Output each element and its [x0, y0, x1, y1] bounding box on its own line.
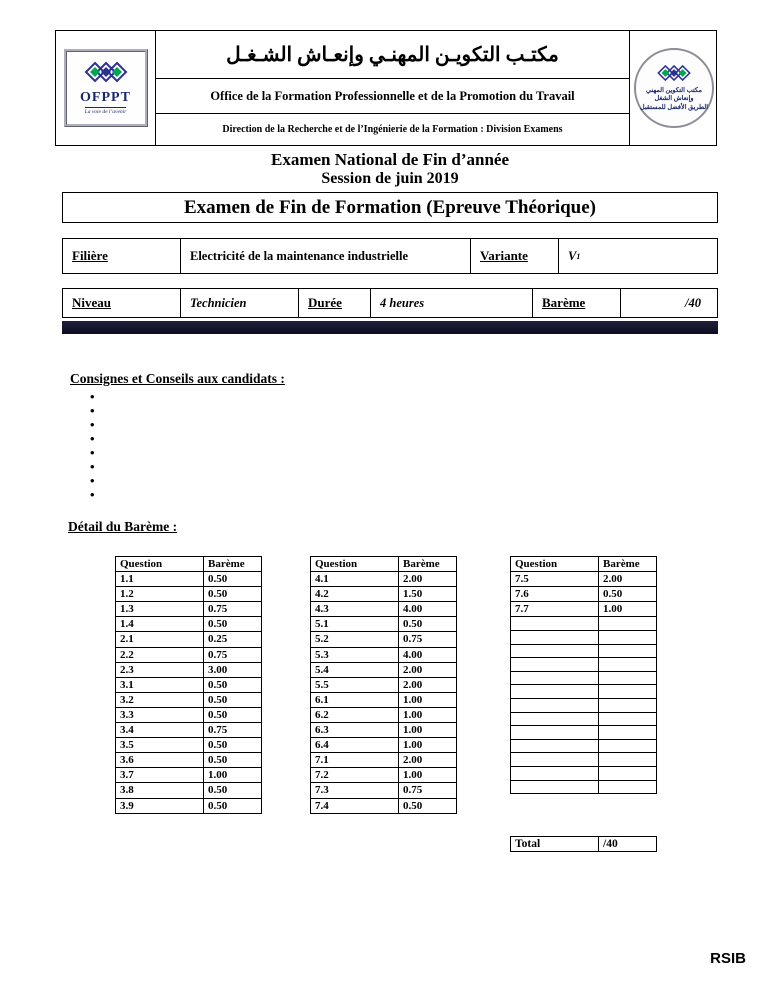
bareme-cell: 0.50 [204, 798, 262, 813]
consigne-bullet [90, 430, 95, 444]
bareme-row [311, 587, 457, 602]
header-arabic-title: مكتـب التكويـن المهنـي وإنعـاش الشـغـل [156, 31, 629, 79]
bareme-cell: 6.1 [311, 692, 399, 707]
bareme-cell [599, 712, 657, 726]
bareme-cell: 3.4 [116, 723, 204, 738]
bareme-cell: 5.2 [311, 632, 399, 647]
bareme-cell: 2.00 [399, 572, 457, 587]
variante-label: Variante [471, 239, 559, 273]
bareme-row [116, 617, 262, 632]
bareme-column-header: Barème [599, 557, 657, 572]
bareme-row [116, 647, 262, 662]
consigne-bullet [90, 458, 95, 472]
consigne-bullet [90, 388, 95, 402]
bareme-row [511, 644, 657, 658]
bareme-row [311, 692, 457, 707]
bareme-row [511, 587, 657, 602]
bareme-row [511, 617, 657, 631]
bareme-cell: 2.00 [399, 753, 457, 768]
variante-subscript: 1 [576, 251, 581, 261]
bareme-cell: 1.00 [599, 602, 657, 617]
footer-code: RSIB [710, 950, 746, 967]
bareme-cell: 0.25 [204, 632, 262, 647]
bareme-row [511, 630, 657, 644]
question-column-header: Question [311, 557, 399, 572]
bareme-cell: 2.00 [399, 677, 457, 692]
bareme-row [511, 780, 657, 794]
bareme-cell: 7.4 [311, 798, 399, 813]
total-label: Total [511, 837, 599, 852]
bareme-row [511, 671, 657, 685]
bareme-row [116, 707, 262, 722]
bareme-cell: 3.00 [204, 662, 262, 677]
bareme-cell [599, 644, 657, 658]
total-value: /40 [599, 837, 657, 852]
bareme-row [511, 685, 657, 699]
bareme-cell: 0.50 [204, 572, 262, 587]
bareme-cell: 5.4 [311, 662, 399, 677]
bareme-cell: 2.00 [599, 572, 657, 587]
bareme-cell [599, 617, 657, 631]
bareme-cell: 0.50 [399, 617, 457, 632]
bareme-row [511, 658, 657, 672]
bareme-cell: 7.6 [511, 587, 599, 602]
bareme-table-3 [510, 556, 657, 794]
bareme-cell: 6.3 [311, 723, 399, 738]
bareme-row [511, 739, 657, 753]
exam-title: Examen National de Fin d’année [270, 150, 510, 169]
ofppt-tagline: La voie de l’avenir [84, 109, 127, 115]
bareme-cell: 1.4 [116, 617, 204, 632]
bareme-cell: 5.1 [311, 617, 399, 632]
bareme-cell: 0.50 [599, 587, 657, 602]
consigne-bullet [90, 486, 95, 500]
bareme-cell: 5.5 [311, 677, 399, 692]
bareme-cell: 7.5 [511, 572, 599, 587]
bareme-cell [599, 739, 657, 753]
bareme-row [511, 602, 657, 617]
bareme-cell: 2.00 [399, 662, 457, 677]
bareme-cell: 6.2 [311, 707, 399, 722]
seal-text-line3: الطريق الأفضل للمستقبل [639, 103, 709, 111]
bareme-row [116, 738, 262, 753]
bareme-label: Barème [533, 289, 621, 317]
bareme-row [311, 647, 457, 662]
bareme-cell: 1.00 [399, 707, 457, 722]
bareme-cell: 6.4 [311, 738, 399, 753]
consigne-bullet [90, 416, 95, 430]
bareme-header-row [511, 557, 657, 572]
bareme-cell: 3.6 [116, 753, 204, 768]
bareme-table-1 [115, 556, 262, 814]
bareme-row [116, 572, 262, 587]
consigne-bullet [90, 472, 95, 486]
bareme-row [116, 692, 262, 707]
bareme-header-row [311, 557, 457, 572]
seal-logo [629, 31, 718, 145]
ofppt-acronym: OFPPT [80, 90, 131, 105]
seal-text-line1: مكتب التكوين المهني [645, 87, 703, 95]
bareme-cell: 4.00 [399, 647, 457, 662]
ofppt-logo-box [64, 49, 148, 127]
filiere-value: Electricité de la maintenance industrielle [181, 239, 471, 273]
consignes-list [90, 388, 95, 500]
bareme-cell: 4.2 [311, 587, 399, 602]
bareme-row [511, 712, 657, 726]
bareme-detail-heading: Détail du Barème : [68, 519, 178, 534]
bareme-cell: 0.75 [399, 632, 457, 647]
bareme-cell [599, 726, 657, 740]
bareme-cell: 4.3 [311, 602, 399, 617]
bareme-row [311, 617, 457, 632]
bareme-row [116, 677, 262, 692]
bareme-row [311, 572, 457, 587]
bareme-cell [511, 753, 599, 767]
bareme-cell [599, 753, 657, 767]
bareme-cell: 3.9 [116, 798, 204, 813]
bareme-row [116, 587, 262, 602]
bareme-cell: 7.1 [311, 753, 399, 768]
bareme-row [116, 632, 262, 647]
bareme-row [311, 677, 457, 692]
bareme-cell: 0.50 [204, 707, 262, 722]
bareme-cell [511, 780, 599, 794]
bareme-cell [511, 698, 599, 712]
bareme-cell [599, 630, 657, 644]
document-header [55, 30, 717, 146]
bareme-cell: 3.1 [116, 677, 204, 692]
bareme-cell: 0.50 [399, 798, 457, 813]
bareme-cell: 1.1 [116, 572, 204, 587]
bareme-row [311, 753, 457, 768]
niveau-value: Technicien [181, 289, 299, 317]
bareme-cell: 4.00 [399, 602, 457, 617]
bareme-cell: 3.7 [116, 768, 204, 783]
duree-label: Durée [299, 289, 371, 317]
filiere-table [62, 238, 718, 274]
bareme-row [311, 768, 457, 783]
variante-letter: V [568, 248, 577, 263]
bareme-cell: 7.7 [511, 602, 599, 617]
bareme-row [116, 723, 262, 738]
bareme-cell: 2.2 [116, 647, 204, 662]
bareme-cell: 2.1 [116, 632, 204, 647]
bareme-cell: 1.3 [116, 602, 204, 617]
bareme-cell [511, 644, 599, 658]
bareme-row [511, 698, 657, 712]
filiere-label: Filière [63, 239, 181, 273]
direction-line: Direction de la Recherche et de l’Ingénierie de la Formation : Division Examens [222, 124, 563, 135]
bareme-cell: 0.50 [204, 617, 262, 632]
bareme-cell [599, 698, 657, 712]
bareme-cell: 3.5 [116, 738, 204, 753]
ofppt-logo [56, 31, 156, 145]
bareme-cell [511, 712, 599, 726]
bareme-cell: 4.1 [311, 572, 399, 587]
bareme-cell: 3.8 [116, 783, 204, 798]
bareme-cell: 0.75 [399, 783, 457, 798]
bareme-cell: 1.00 [399, 692, 457, 707]
bareme-row [311, 738, 457, 753]
bareme-row [311, 707, 457, 722]
bareme-cell: 0.75 [204, 602, 262, 617]
bareme-cell: 0.50 [204, 677, 262, 692]
seal-circle [634, 48, 714, 128]
bareme-row [116, 602, 262, 617]
bareme-cell: 1.00 [399, 738, 457, 753]
bareme-row [311, 723, 457, 738]
bareme-value: /40 [685, 295, 701, 310]
bareme-row [311, 783, 457, 798]
bareme-row [511, 766, 657, 780]
divider-bar [62, 321, 718, 334]
bareme-row [311, 662, 457, 677]
bareme-cell: 7.2 [311, 768, 399, 783]
seal-diamonds-icon [656, 64, 692, 87]
bareme-row [116, 783, 262, 798]
bareme-cell [599, 685, 657, 699]
bareme-cell [511, 739, 599, 753]
bareme-cell: 1.00 [204, 768, 262, 783]
bareme-row [116, 768, 262, 783]
consignes-heading: Consignes et Conseils aux candidats : [70, 371, 285, 386]
consigne-bullet [90, 444, 95, 458]
question-column-header: Question [511, 557, 599, 572]
bareme-cell: 3.2 [116, 692, 204, 707]
bareme-cell: 7.3 [311, 783, 399, 798]
duree-value: 4 heures [371, 289, 533, 317]
bareme-cell: 0.75 [204, 723, 262, 738]
bareme-cell: 1.50 [399, 587, 457, 602]
bareme-row [116, 753, 262, 768]
bareme-row [311, 798, 457, 813]
bareme-row [511, 726, 657, 740]
session-title: Session de juin 2019 [321, 170, 459, 187]
variante-value [559, 239, 719, 273]
bareme-cell: 1.00 [399, 723, 457, 738]
boxed-title: Examen de Fin de Formation (Epreuve Théorique) [62, 192, 718, 223]
bareme-row [311, 602, 457, 617]
bareme-table-2 [310, 556, 457, 814]
total-row [511, 837, 657, 852]
bareme-cell: 0.50 [204, 587, 262, 602]
bareme-cell [511, 766, 599, 780]
bareme-cell [511, 630, 599, 644]
bareme-cell: 0.50 [204, 692, 262, 707]
niveau-table [62, 288, 718, 318]
total-table [510, 836, 657, 852]
bareme-row [116, 662, 262, 677]
niveau-label: Niveau [63, 289, 181, 317]
bareme-cell [511, 671, 599, 685]
bareme-cell [599, 658, 657, 672]
bareme-cell: 2.3 [116, 662, 204, 677]
bareme-cell: 3.3 [116, 707, 204, 722]
bareme-cell [511, 685, 599, 699]
header-center [156, 31, 629, 145]
bareme-cell: 0.50 [204, 753, 262, 768]
bareme-header-row [116, 557, 262, 572]
bareme-cell: 5.3 [311, 647, 399, 662]
bareme-cell: 0.50 [204, 738, 262, 753]
question-column-header: Question [116, 557, 204, 572]
bareme-row [116, 798, 262, 813]
bareme-cell: 1.2 [116, 587, 204, 602]
org-name: Office de la Formation Professionnelle et de la Promotion du Travail [156, 79, 629, 114]
bareme-cell [511, 617, 599, 631]
bareme-cell [599, 671, 657, 685]
bareme-cell [599, 766, 657, 780]
bareme-row [311, 632, 457, 647]
ofppt-diamonds-icon [83, 61, 129, 88]
consigne-bullet [90, 402, 95, 416]
bareme-cell: 0.75 [204, 647, 262, 662]
bareme-cell: 1.00 [399, 768, 457, 783]
seal-text-line2: وإنعاش الشغل [654, 95, 694, 103]
bareme-column-header: Barème [204, 557, 262, 572]
bareme-cell: 0.50 [204, 783, 262, 798]
bareme-cell [511, 726, 599, 740]
bareme-row [511, 753, 657, 767]
bareme-cell [511, 658, 599, 672]
bareme-column-header: Barème [399, 557, 457, 572]
bareme-cell [599, 780, 657, 794]
bareme-row [511, 572, 657, 587]
